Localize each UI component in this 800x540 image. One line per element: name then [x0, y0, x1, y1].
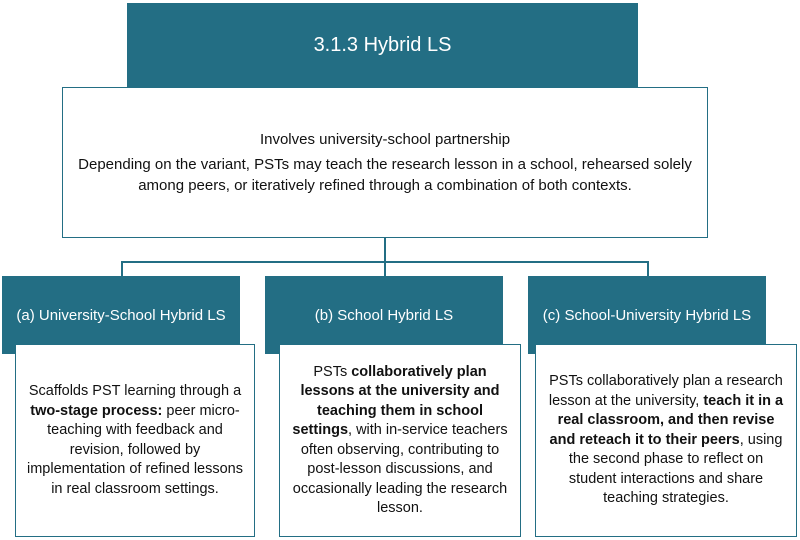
- main-description-line1: Involves university-school partnership: [259, 131, 511, 148]
- branch-c-text-end: , using the second phase to reflect on student interactions and share teaching strategies.: [568, 431, 783, 507]
- branch-b-description: [290, 363, 510, 519]
- branch-a-text-bold: two-stage process:: [30, 402, 163, 419]
- branch-a-text-end: peer micro-teaching with feedback and revision, followed by implementation of refined lessons in real classroom settings.: [26, 402, 243, 497]
- branch-a-header-text: (a) University-School Hybrid LS: [16, 306, 226, 324]
- branch-c-text-start: PSTs collaboratively plan a research lesson at the university,: [548, 373, 783, 409]
- branch-a-header: [2, 276, 240, 354]
- branch-a-box: [15, 344, 255, 537]
- branch-a-text-start: Scaffolds PST learning through a: [28, 383, 242, 399]
- branch-b-text-start: PSTs: [313, 363, 352, 380]
- connector-b-down: [384, 261, 386, 277]
- branch-c-description: [546, 372, 786, 509]
- branch-b-box: [279, 344, 521, 537]
- branch-b-text-bold: collaboratively plan lessons at the university and teaching them in school settings: [292, 363, 500, 438]
- branch-c-text-bold: teach it in a real classroom, and then revise and reteach it to their peers: [549, 392, 784, 448]
- diagram-title-text: 3.1.3 Hybrid LS: [313, 33, 452, 56]
- branch-b-header: [265, 276, 503, 354]
- connector-c-down: [647, 261, 649, 277]
- branch-b-text-end: , with in-service teachers often observing, contributing to post-lesson discussions, and occasionally leading the research lesson.: [292, 422, 508, 516]
- main-description-line2: Depending on the variant, PSTs may teach the research lesson in a school, rehearsed solely among peers, or iteratively refined through a combination of both contexts.: [78, 156, 692, 194]
- main-description-box: [62, 87, 708, 238]
- branch-c-header: [528, 276, 766, 354]
- branch-c-header-text: (c) School-University Hybrid LS: [542, 306, 752, 324]
- diagram-title: [127, 3, 638, 87]
- connector-main-down: [384, 238, 386, 262]
- branch-c-box: [535, 344, 797, 537]
- branch-b-header-text: (b) School Hybrid LS: [314, 306, 454, 324]
- connector-a-down: [121, 261, 123, 277]
- branch-a-description: [26, 382, 244, 499]
